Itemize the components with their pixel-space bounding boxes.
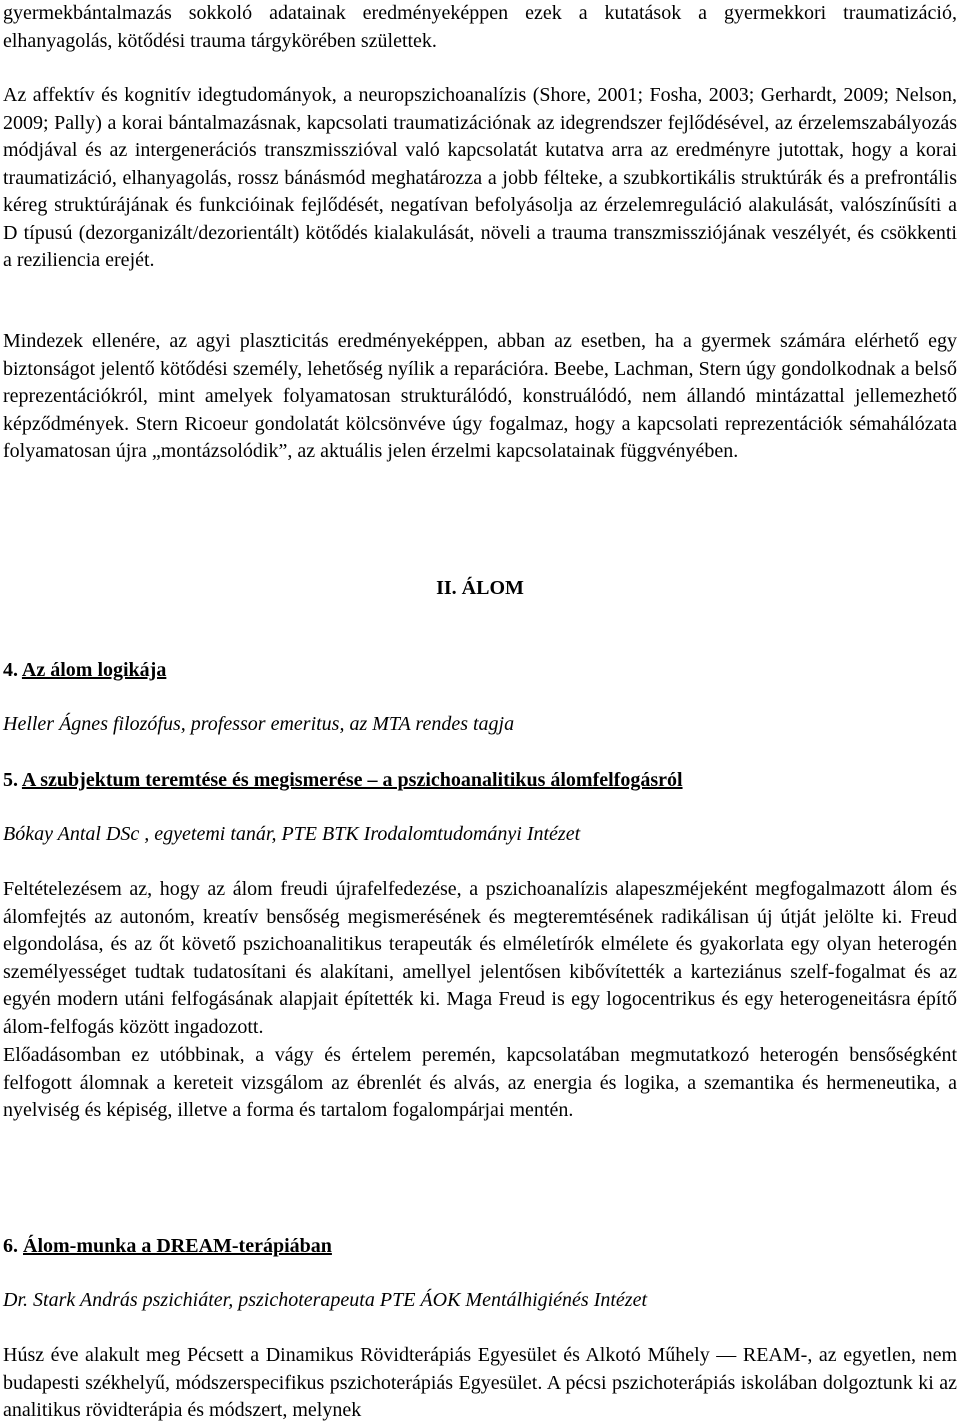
lecture-6-title: Álom-munka a DREAM-terápiában [23,1235,332,1257]
lecture-6-heading [3,1233,957,1260]
paragraph-neuroscience: Az affektív és kognitív idegtudományok, a neuropszichoanalízis (Shore, 2001; Fosha, 2003; Gerhardt, 2009; Nelson, 2009; Pally) a korai bántalmazásnak, kapcsolati traumatizációnak az idegrendszer fejlődésével, az érzelemszabályozás módjával és az intergenerációs transzmisszióval való kapcsolatát kutatva arra az eredményre jutottak, hogy a korai traumatizáció, elhanyagolás, rossz bánásmód meghatározza a jobb félteke, a szubkortikális struktúrák és a prefrontális kéreg struktúrájának és funkcióinak fejlődését, negatívan befolyásolja az érzelemreguláció alakulását, valószínűsíti a D típusú (dezorganizált/dezorientált) kötődés kialakulását, növeli a trauma transzmissziójának veszélyét, és csökkenti a reziliencia erejét. [3,84,957,271]
lecture-4-number: 4. [3,659,18,681]
lecture-6-number: 6. [3,1235,18,1257]
lecture-4-heading [3,657,957,684]
paragraph-ream: Húsz éve alakult meg Pécsett a Dinamikus Rövidterápiás Egyesület és Alkotó Műhely — REAM-, az egyetlen, nem budapesti székhelyű, módszerspecifikus pszichoterápiás Egyesület. A pécsi pszichoterápiás iskolában dolgoztunk ki az analitikus rövidterápia és módszert, melynek [3,1344,957,1421]
lecture-5-author: Bókay Antal DSc , egyetemi tanár, PTE BTK Irodalomtudományi Intézet [3,823,581,845]
lecture-6-author: Dr. Stark András pszichiáter, pszichoterapeuta PTE ÁOK Mentálhigiénés Intézet [3,1289,648,1311]
paragraph-lecture: Előadásomban ez utóbbinak, a vágy és értelem peremén, kapcsolatában megmutatkozó heterogén bensőségként felfogott álomnak a kereteit vizsgálom az ébrenlét és alvás, az energia és logika, a szemantika és hermeneutika, a nyelviség és képiség, illetve a forma és tartalom fogalompárjai mentén. [3,1044,957,1121]
paragraph-plasticity: Mindezek ellenére, az agyi plaszticitás eredményeképpen, abban az esetben, ha a gyermek számára elérhető egy biztonságot jelentő kötődési személy, lehetőség nyílik a reparációra. Beebe, Lachman, Stern úgy gondolkodnak a belső reprezentációkról, mint amelyek folyamatosan strukturálódó, konstruálódó, nem állandó mintázattal jellemezhető képződmények. Stern Ricoeur gondolatát kölcsönvéve úgy fogalmaz, hogy a kapcsolati reprezentációk sémahálózata folyamatosan újra „montázsolódik”, az aktuális jelen érzelmi kapcsolatainak függvényében. [3,330,957,462]
paragraph-freud: Feltételezésem az, hogy az álom freudi újrafelfedezése, a pszichoanalízis alapeszméjeként megfogalmazott álom és álomfejtés az autonóm, kreatív bensőség megismerésének és megteremtésének radikálisan új útját jelölte ki. Freud elgondolása, és az őt követő pszichoanalitikus terapeuták és elméletírók elmélete és gyakorlata egy olyan heterogén személyességet tudtak tudatosítani és alakítani, amellyel jelentősen kibővítették a karteziánus szelf-fogalmat és az egyén modern utáni felfogásának alapjait építették ki. Maga Freud is egy logocentrikus és egy heterogeneitásra építő álom-felfogás között ingadozott. [3,878,957,1038]
lecture-5-title: A szubjektum teremtése és megismerése – a pszichoanalitikus álomfelfogásról [21,769,683,791]
lecture-4-title: Az álom logikája [21,659,167,681]
section-title: II. ÁLOM [436,577,524,599]
lecture-5-heading [3,767,957,794]
paragraph-intro-continuation: gyermekbántalmazás sokkoló adatainak eredményeképpen ezek a kutatások a gyermekkori traumatizáció, elhanyagolás, kötődési trauma tárgykörében születtek. [3,2,957,52]
lecture-5-number: 5. [3,769,18,791]
lecture-4-author: Heller Ágnes filozófus, professor emeritus, az MTA rendes tagja [3,713,515,735]
